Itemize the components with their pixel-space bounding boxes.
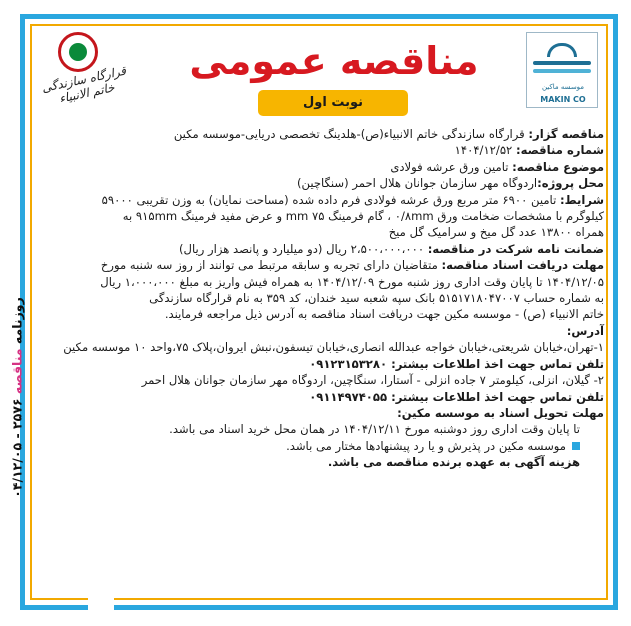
delivery-heading: مهلت تحویل اسناد به موسسه مکین:	[397, 405, 604, 420]
frame-notch	[88, 590, 114, 612]
side-issue: ۲۵۷۶ - ۰۴/۱۲/۰۵	[9, 398, 25, 498]
shield-emblem-icon	[58, 32, 98, 72]
phone-2: تلفن تماس جهت اخذ اطلاعات بیشتر: ۰۹۱۱۴۹۷۴۰۵۵	[309, 389, 604, 404]
makin-logo-fa: موسسه ماکین	[541, 83, 585, 91]
address-1: ۱-تهران،خیابان شریعتی،خیابان خواجه عبدالله انصاری،خیابان تیسفون،نبش ایروان،پلاک ۷۵،واحد ۱۰ موسسه مکین	[63, 340, 604, 355]
bullet-icon	[572, 442, 580, 450]
khatam-logo	[40, 32, 128, 114]
phone-1: تلفن تماس جهت اخذ اطلاعات بیشتر: ۰۹۱۲۳۱۵۳۲۸۰	[309, 356, 604, 371]
tender-issuer: مناقصه گزار: قرارگاه سازندگی خاتم الانبیاء(ص)-هلدینگ تخصصی دریایی-موسسه مکین	[173, 127, 604, 141]
tender-subject: موضوع مناقصه: تامین ورق عرشه فولادی	[390, 159, 604, 174]
conditions-line: کیلوگرم با مشخصات ضخامت ورق ۰/۸mm ، گام فرمینگ ۷۵ mm و عرض مفید فرمینگ ۹۱۵mm به	[122, 209, 604, 224]
deadline-line: به شماره حساب ۵۱۵۱۷۱۸۰۴۷۰۰۷ بانک سپه شعبه سید خندان، کد ۳۵۹ به نام قرارگاه سازندگی	[149, 291, 604, 306]
bid-guarantee: ضمانت نامه شرکت در مناقصه: ۲،۵۰۰،۰۰۰،۰۰۰ ریال (دو میلیارد و پانصد هزار ریال)	[179, 241, 604, 256]
wave-icon	[533, 61, 591, 65]
side-prefix: روزنامه	[9, 297, 25, 345]
arch-icon	[547, 43, 577, 57]
address-heading: آدرس:	[566, 323, 604, 338]
tender-number: شماره مناقصه: ۱۴۰۴/۱۲/۵۲	[454, 143, 604, 158]
document-deadline: مهلت دریافت اسناد مناقصه: متقاضیان دارای تجربه و سابقه مرتبط می توانند از روز سه شنبه مورخ	[100, 258, 604, 273]
makin-logo	[526, 32, 598, 108]
round-badge: نوبت اول	[258, 90, 408, 116]
acceptance-note: موسسه مکین در پذیرش و یا رد پیشنهادها مختار می باشد.	[36, 438, 604, 454]
makin-logo-en: MAKIN CO	[540, 95, 586, 104]
project-location: محل پروژه:اردوگاه مهر سازمان جوانان هلال احمر (سنگاچین)	[296, 176, 604, 191]
ad-cost-note: هزینه آگهی به عهده برنده مناقصه می باشد.	[327, 455, 580, 470]
side-brand: مناقصه	[9, 348, 25, 395]
khatam-logo-text: قرارگاه سازندگی خاتم الانبیاء	[40, 63, 128, 106]
header	[34, 26, 604, 122]
delivery-deadline: تا پایان وقت اداری روز دوشنبه مورخ ۱۴۰۴/۱۲/۱۱ در همان محل خرید اسناد می باشد.	[169, 422, 580, 437]
conditions: شرایط: تامین ۶۹۰۰ متر مربع ورق عرشه فولادی فرم داده شده (مساحت نمایان) به وزن تقریبی ۵۹۰۰۰	[101, 192, 604, 207]
address-2: ۲- گیلان، انزلی، کیلومتر ۷ جاده انزلی - آستارا، سنگاچین، اردوگاه مهر سازمان جوانان هلال احمر	[141, 373, 604, 388]
conditions-line: همراه ۱۳۸۰۰ عدد گل میخ و سرامیک گل میخ	[388, 225, 604, 240]
page-title: مناقصه عمومی	[189, 39, 479, 83]
tender-body	[36, 126, 604, 471]
side-publication-label	[10, 253, 25, 543]
deadline-line: ۱۴۰۴/۱۲/۰۵ تا پایان وقت اداری روز شنبه مورخ ۱۴۰۴/۱۲/۰۹ به همراه فیش واریز به مبلغ ۱،۰۰۰،۰۰۰ ریال	[100, 274, 604, 289]
wave-icon	[533, 69, 591, 73]
deadline-line: خاتم الانبیاء (ص) - موسسه مکین جهت دریافت اسناد مناقصه به آدرس ذیل مراجعه فرمایند.	[164, 307, 604, 322]
